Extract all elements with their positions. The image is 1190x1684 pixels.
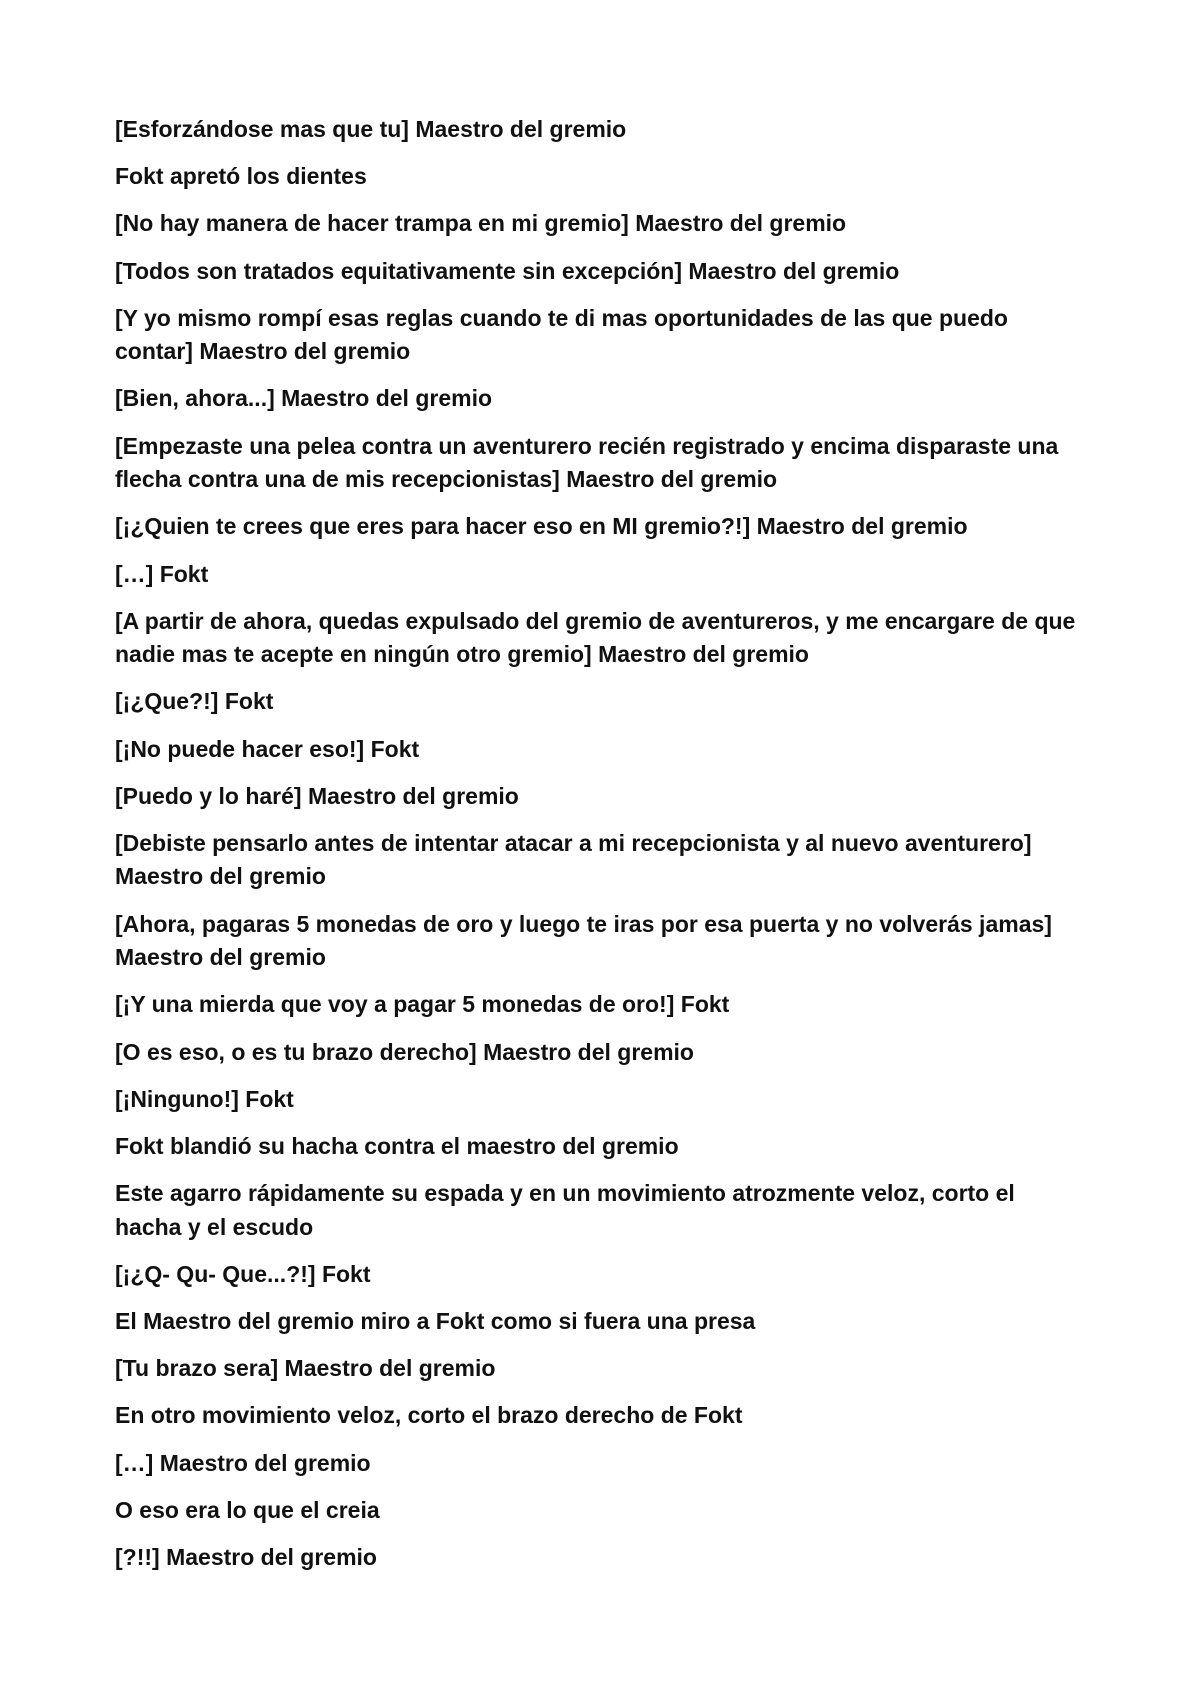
- paragraph: [Todos son tratados equitativamente sin excepción] Maestro del gremio: [115, 257, 900, 284]
- paragraph: [Tu brazo sera] Maestro del gremio: [115, 1355, 496, 1382]
- paragraph: [Ahora, pagaras 5 monedas de oro y luego te iras por esa puerta y no volverás jamas] Maestro del gremio: [115, 910, 1052, 971]
- paragraph: O eso era lo que el creia: [115, 1496, 380, 1523]
- paragraph: [Empezaste una pelea contra un aventurero recién registrado y encima disparaste una flecha contra una de mis recepcionistas] Maestro del gremio: [115, 432, 1059, 493]
- paragraph: [Esforzándose mas que tu] Maestro del gremio: [115, 116, 627, 142]
- paragraph: […] Maestro del gremio: [115, 1449, 371, 1476]
- paragraph: [¡Ninguno!] Fokt: [115, 1085, 294, 1112]
- paragraph: [?!!] Maestro del gremio: [115, 1543, 377, 1570]
- paragraph: [¡¿Quien te crees que eres para hacer eso en MI gremio?!] Maestro del gremio: [115, 513, 968, 540]
- paragraph: [Y yo mismo rompí esas reglas cuando te di mas oportunidades de las que puedo contar] Maestro del gremio: [115, 304, 1008, 365]
- paragraph: [No hay manera de hacer trampa en mi gremio] Maestro del gremio: [115, 210, 847, 237]
- paragraph: [A partir de ahora, quedas expulsado del gremio de aventureros, y me encargare de que nadie mas te acepte en ningún otro gremio] Maestro del gremio: [115, 607, 1076, 668]
- paragraph: [¡¿Q- Qu- Que...?!] Fokt: [115, 1260, 371, 1287]
- paragraph: Este agarro rápidamente su espada y en un movimiento atrozmente veloz, corto el hacha y el escudo: [115, 1180, 1015, 1240]
- paragraph: En otro movimiento veloz, corto el brazo derecho de Fokt: [115, 1402, 743, 1429]
- paragraph: [Puedo y lo haré] Maestro del gremio: [115, 782, 519, 809]
- paragraph: […] Fokt: [115, 560, 209, 587]
- paragraph: [O es eso, o es tu brazo derecho] Maestro del gremio: [115, 1038, 694, 1065]
- paragraph: Fokt apretó los dientes: [115, 163, 367, 190]
- paragraph: [¡¿Que?!] Fokt: [115, 688, 274, 715]
- paragraph: [Bien, ahora...] Maestro del gremio: [115, 385, 493, 412]
- paragraph: El Maestro del gremio miro a Fokt como si fuera una presa: [115, 1307, 756, 1334]
- paragraph: [Debiste pensarlo antes de intentar atacar a mi recepcionista y al nuevo aventurero] Maestro del gremio: [115, 829, 1032, 890]
- paragraph: Fokt blandió su hacha contra el maestro del gremio: [115, 1132, 679, 1159]
- paragraph: [¡Y una mierda que voy a pagar 5 monedas de oro!] Fokt: [115, 991, 730, 1018]
- document-body: [115, 113, 1085, 1588]
- paragraph: [¡No puede hacer eso!] Fokt: [115, 735, 420, 762]
